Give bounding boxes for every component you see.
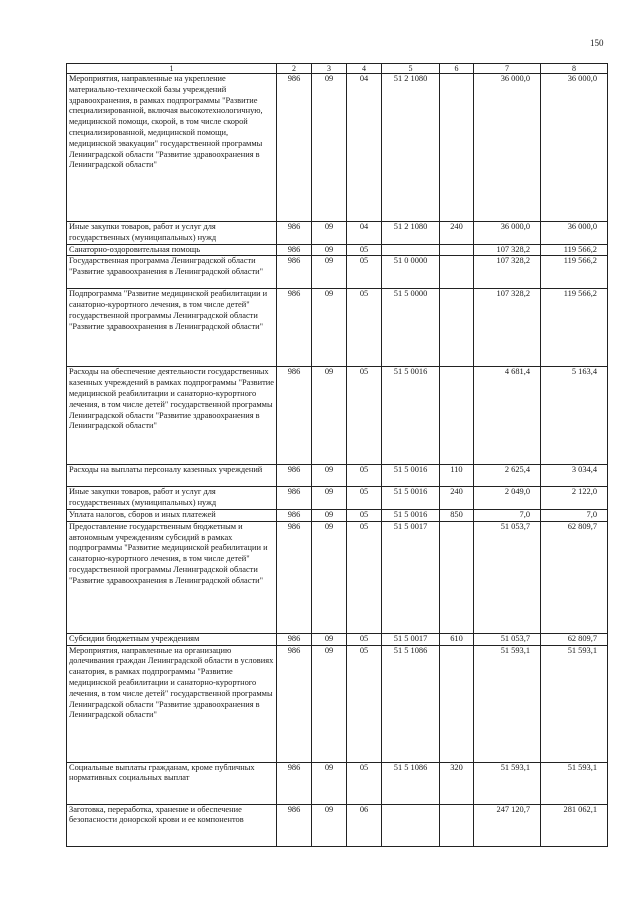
row-amount-1: 51 053,7 xyxy=(474,521,541,633)
row-ministry-code: 986 xyxy=(277,74,312,222)
row-name: Государственная программа Ленинградской области "Развитие здравоохранения в Ленинградской области" xyxy=(67,256,277,289)
header-row xyxy=(67,64,608,74)
row-ministry-code: 986 xyxy=(277,289,312,367)
row-ministry-code: 986 xyxy=(277,244,312,256)
row-subsection-code: 05 xyxy=(347,367,382,465)
row-amount-2: 36 000,0 xyxy=(541,222,608,245)
row-subsection-code: 04 xyxy=(347,222,382,245)
row-ministry-code: 986 xyxy=(277,633,312,645)
row-target-code: 51 5 1086 xyxy=(382,645,440,762)
row-target-code: 51 5 0016 xyxy=(382,465,440,487)
row-subsection-code: 05 xyxy=(347,465,382,487)
row-amount-2: 5 163,4 xyxy=(541,367,608,465)
table-row xyxy=(67,244,608,256)
row-ministry-code: 986 xyxy=(277,521,312,633)
row-section-code: 09 xyxy=(312,256,347,289)
row-target-code: 51 5 0016 xyxy=(382,509,440,521)
row-section-code: 09 xyxy=(312,521,347,633)
header-col-6: 6 xyxy=(440,64,474,74)
row-amount-1: 107 328,2 xyxy=(474,289,541,367)
row-ministry-code: 986 xyxy=(277,256,312,289)
row-ministry-code: 986 xyxy=(277,367,312,465)
row-section-code: 09 xyxy=(312,762,347,804)
row-expense-type: 110 xyxy=(440,465,474,487)
row-section-code: 09 xyxy=(312,244,347,256)
table-row xyxy=(67,367,608,465)
row-expense-type xyxy=(440,804,474,846)
row-amount-2: 62 809,7 xyxy=(541,521,608,633)
table-row xyxy=(67,256,608,289)
row-amount-2: 51 593,1 xyxy=(541,762,608,804)
table-row xyxy=(67,74,608,222)
table-row xyxy=(67,289,608,367)
table-row xyxy=(67,222,608,245)
table-row xyxy=(67,487,608,510)
row-amount-2: 3 034,4 xyxy=(541,465,608,487)
row-expense-type xyxy=(440,244,474,256)
row-subsection-code: 05 xyxy=(347,487,382,510)
row-amount-2: 7,0 xyxy=(541,509,608,521)
row-ministry-code: 986 xyxy=(277,645,312,762)
row-name: Мероприятия, направленные на укрепление материально-технической базы учреждений здравоохранения, в рамках подпрограммы "Развитие специализированной, включая высокотехнологичную, медицинской помощи, скорой, в том числе скорой специализированной, медицинской помощи, медицинской эвакуации" государственной программы Ленинградской области "Развитие здравоохранения в Ленинградской области" xyxy=(67,74,277,222)
row-amount-1: 2 625,4 xyxy=(474,465,541,487)
row-ministry-code: 986 xyxy=(277,762,312,804)
row-expense-type: 240 xyxy=(440,222,474,245)
row-ministry-code: 986 xyxy=(277,222,312,245)
row-target-code: 51 5 0000 xyxy=(382,289,440,367)
budget-table xyxy=(66,63,608,847)
row-target-code xyxy=(382,244,440,256)
row-target-code: 51 5 0016 xyxy=(382,367,440,465)
row-expense-type: 240 xyxy=(440,487,474,510)
row-section-code: 09 xyxy=(312,509,347,521)
row-amount-2: 281 062,1 xyxy=(541,804,608,846)
header-col-7: 7 xyxy=(474,64,541,74)
header-col-5: 5 xyxy=(382,64,440,74)
table-row xyxy=(67,762,608,804)
row-subsection-code: 05 xyxy=(347,762,382,804)
row-name: Подпрограмма "Развитие медицинской реабилитации и санаторно-курортного лечения, в том числе детей" государственной программы Ленинградской области "Развитие здравоохранения в Ленинградской области" xyxy=(67,289,277,367)
row-name: Заготовка, переработка, хранение и обеспечение безопасности донорской крови и ее компонентов xyxy=(67,804,277,846)
row-expense-type xyxy=(440,256,474,289)
row-subsection-code: 05 xyxy=(347,244,382,256)
row-expense-type: 850 xyxy=(440,509,474,521)
row-expense-type: 320 xyxy=(440,762,474,804)
row-name: Уплата налогов, сборов и иных платежей xyxy=(67,509,277,521)
table-row xyxy=(67,521,608,633)
row-ministry-code: 986 xyxy=(277,509,312,521)
row-amount-1: 7,0 xyxy=(474,509,541,521)
row-expense-type xyxy=(440,289,474,367)
row-section-code: 09 xyxy=(312,74,347,222)
row-expense-type xyxy=(440,645,474,762)
row-amount-1: 2 049,0 xyxy=(474,487,541,510)
row-subsection-code: 05 xyxy=(347,521,382,633)
row-name: Социальные выплаты гражданам, кроме публичных нормативных социальных выплат xyxy=(67,762,277,804)
row-section-code: 09 xyxy=(312,633,347,645)
header-col-3: 3 xyxy=(312,64,347,74)
row-target-code: 51 5 1086 xyxy=(382,762,440,804)
row-amount-1: 4 681,4 xyxy=(474,367,541,465)
row-amount-1: 51 593,1 xyxy=(474,645,541,762)
row-expense-type: 610 xyxy=(440,633,474,645)
header-col-8: 8 xyxy=(541,64,608,74)
row-amount-1: 247 120,7 xyxy=(474,804,541,846)
row-name: Иные закупки товаров, работ и услуг для государственных (муниципальных) нужд xyxy=(67,487,277,510)
row-name: Предоставление государственным бюджетным и автономным учреждениям субсидий в рамках подпрограммы "Развитие медицинской реабилитации и санаторно-курортного лечения, в том числе детей" государственной программы Ленинградской области "Развитие здравоохранения в Ленинградской области" xyxy=(67,521,277,633)
row-ministry-code: 986 xyxy=(277,487,312,510)
row-target-code: 51 2 1080 xyxy=(382,74,440,222)
row-section-code: 09 xyxy=(312,465,347,487)
row-subsection-code: 05 xyxy=(347,289,382,367)
row-amount-1: 36 000,0 xyxy=(474,222,541,245)
row-expense-type xyxy=(440,74,474,222)
row-name: Иные закупки товаров, работ и услуг для государственных (муниципальных) нужд xyxy=(67,222,277,245)
row-amount-1: 51 053,7 xyxy=(474,633,541,645)
row-subsection-code: 05 xyxy=(347,633,382,645)
row-expense-type xyxy=(440,521,474,633)
row-ministry-code: 986 xyxy=(277,804,312,846)
row-name: Расходы на выплаты персоналу казенных учреждений xyxy=(67,465,277,487)
row-subsection-code: 05 xyxy=(347,509,382,521)
row-target-code: 51 5 0016 xyxy=(382,487,440,510)
row-name: Расходы на обеспечение деятельности государственных казенных учреждений в рамках подпрограммы "Развитие медицинской реабилитации и санаторно-курортного лечения, в том числе детей" государственной программы Ленинградской области "Развитие здравоохранения в Ленинградской области" xyxy=(67,367,277,465)
row-subsection-code: 05 xyxy=(347,645,382,762)
table-row xyxy=(67,465,608,487)
row-amount-2: 62 809,7 xyxy=(541,633,608,645)
row-amount-1: 107 328,2 xyxy=(474,244,541,256)
row-section-code: 09 xyxy=(312,289,347,367)
row-name: Санаторно-оздоровительная помощь xyxy=(67,244,277,256)
row-expense-type xyxy=(440,367,474,465)
table-row xyxy=(67,804,608,846)
row-subsection-code: 06 xyxy=(347,804,382,846)
row-target-code: 51 2 1080 xyxy=(382,222,440,245)
row-amount-1: 51 593,1 xyxy=(474,762,541,804)
row-section-code: 09 xyxy=(312,367,347,465)
row-amount-2: 119 566,2 xyxy=(541,256,608,289)
row-section-code: 09 xyxy=(312,804,347,846)
row-amount-2: 51 593,1 xyxy=(541,645,608,762)
row-subsection-code: 05 xyxy=(347,256,382,289)
row-name: Мероприятия, направленные на организацию долечивания граждан Ленинградской области в условиях санатория, в рамках подпрограммы "Развитие медицинской реабилитации и санаторно-курортного лечения, в том числе детей" государственной программы Ленинградской области "Развитие здравоохранения в Ленинградской области" xyxy=(67,645,277,762)
row-section-code: 09 xyxy=(312,487,347,510)
row-target-code: 51 0 0000 xyxy=(382,256,440,289)
row-subsection-code: 04 xyxy=(347,74,382,222)
row-target-code: 51 5 0017 xyxy=(382,521,440,633)
row-name: Субсидии бюджетным учреждениям xyxy=(67,633,277,645)
header-col-4: 4 xyxy=(347,64,382,74)
row-amount-2: 36 000,0 xyxy=(541,74,608,222)
header-col-1: 1 xyxy=(67,64,277,74)
header-col-2: 2 xyxy=(277,64,312,74)
row-ministry-code: 986 xyxy=(277,465,312,487)
row-section-code: 09 xyxy=(312,222,347,245)
row-amount-1: 36 000,0 xyxy=(474,74,541,222)
row-target-code: 51 5 0017 xyxy=(382,633,440,645)
table-row xyxy=(67,645,608,762)
row-amount-2: 2 122,0 xyxy=(541,487,608,510)
row-amount-2: 119 566,2 xyxy=(541,244,608,256)
page-number: 150 xyxy=(590,38,604,48)
table-row xyxy=(67,509,608,521)
row-amount-1: 107 328,2 xyxy=(474,256,541,289)
row-amount-2: 119 566,2 xyxy=(541,289,608,367)
row-section-code: 09 xyxy=(312,645,347,762)
table-row xyxy=(67,633,608,645)
row-target-code xyxy=(382,804,440,846)
